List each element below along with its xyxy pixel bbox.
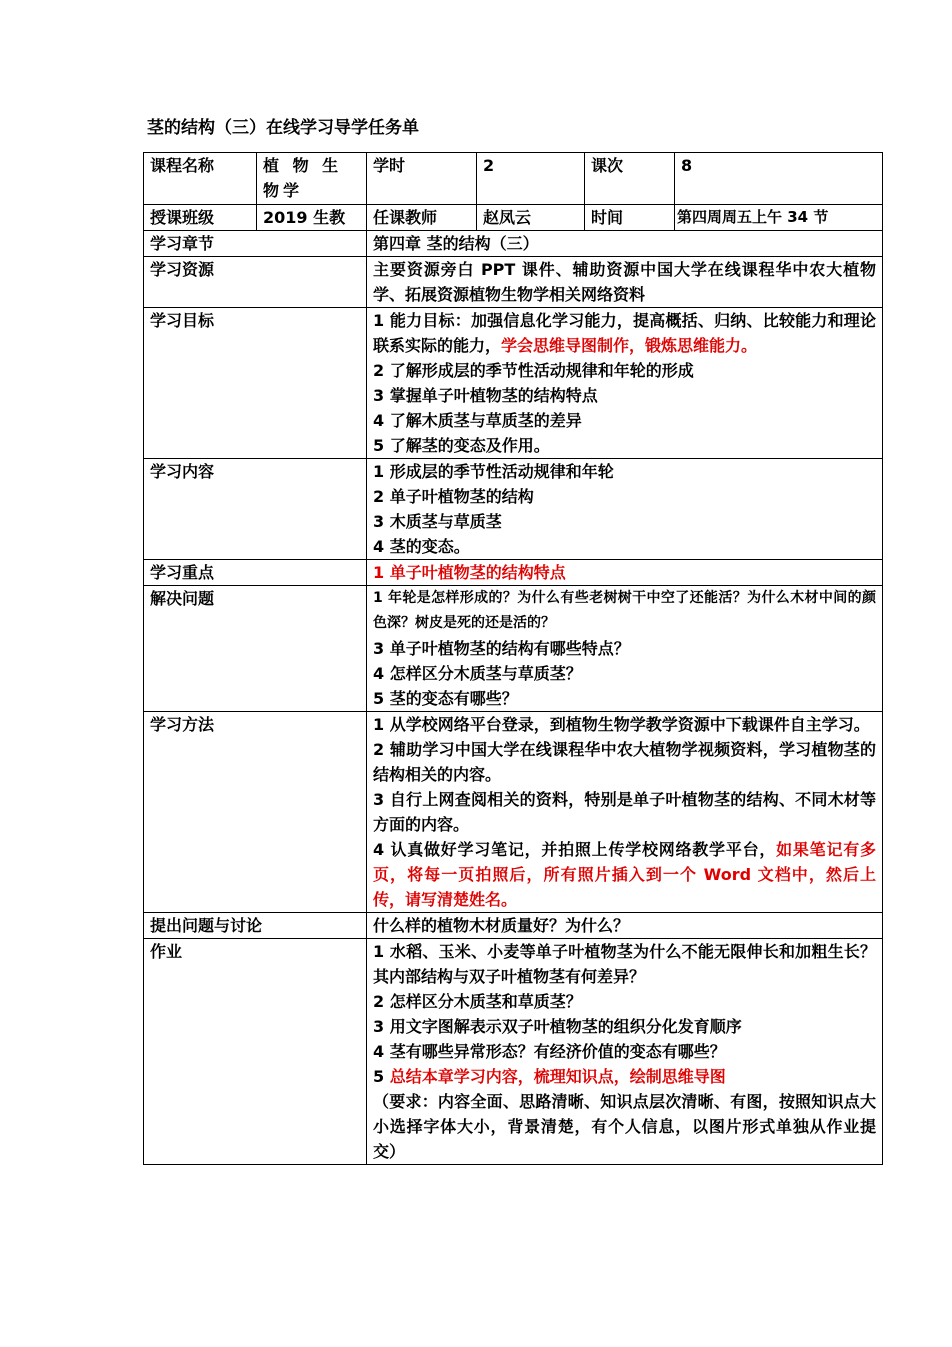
- problems-value: [367, 586, 883, 712]
- key-point-value: 1 单子叶植物茎的结构特点: [367, 560, 883, 586]
- chapter-row: [144, 231, 883, 257]
- content-item-2: 2 单子叶植物茎的结构: [373, 487, 534, 506]
- class-value: 2019 生教: [257, 205, 367, 231]
- resources-label: 学习资源: [144, 257, 367, 308]
- homework-label: 作业: [144, 939, 367, 1165]
- document-title: 茎的结构（三）在线学习导学任务单: [147, 118, 419, 138]
- content-item-4: 4 茎的变态。: [373, 537, 470, 556]
- teacher-value: 赵凤云: [477, 205, 585, 231]
- task-table: [143, 152, 883, 1165]
- method-item-1: 1 从学校网络平台登录，到植物生物学教学资源中下载课件自主学习。: [373, 715, 870, 734]
- header-row-1: [144, 153, 883, 205]
- homework-item-5-note: （要求：内容全面、思路清晰、知识点层次清晰、有图，按照知识点大小选择字体大小，背景清楚，有个人信息，以图片形式单独从作业提交）: [373, 1092, 876, 1161]
- hours-value: 2: [477, 153, 585, 205]
- time-label: 时间: [585, 205, 675, 231]
- resources-value: 主要资源旁白 PPT 课件、辅助资源中国大学在线课程华中农大植物学、拓展资源植物生物学相关网络资料: [367, 257, 883, 308]
- methods-value: [367, 712, 883, 913]
- methods-row: [144, 712, 883, 913]
- teacher-label: 任课教师: [367, 205, 477, 231]
- homework-item-2: 2 怎样区分木质茎和草质茎？: [373, 992, 582, 1011]
- objectives-label: 学习目标: [144, 308, 367, 459]
- homework-item-5: [373, 1064, 876, 1089]
- homework-row: [144, 939, 883, 1165]
- method-item-2: 2 辅助学习中国大学在线课程华中农大植物学视频资料，学习植物茎的结构相关的内容。: [373, 740, 876, 784]
- method-item-4: [373, 837, 876, 912]
- session-label: 课次: [585, 153, 675, 205]
- chapter-label: 学习章节: [144, 231, 367, 257]
- methods-label: 学习方法: [144, 712, 367, 913]
- content-value: [367, 459, 883, 560]
- course-name-value: 植 物 生 物学: [257, 153, 367, 205]
- content-item-3: 3 木质茎与草质茎: [373, 512, 502, 531]
- problem-item-4: 5 茎的变态有哪些？: [373, 689, 518, 708]
- time-value: 第四周周五上午 34 节: [675, 205, 883, 231]
- method-item-4-highlight: 如果笔记有多页，将每一页拍照后，所有照片插入到一个 Word 文档中，然后上传，请写清楚姓名。: [373, 840, 876, 909]
- discussion-value: 什么样的植物木材质量好？为什么？: [367, 913, 883, 939]
- class-label: 授课班级: [144, 205, 257, 231]
- homework-item-5-highlight: 总结本章学习内容，梳理知识点，绘制思维导图: [389, 1067, 726, 1086]
- method-item-3: 3 自行上网查阅相关的资料，特别是单子叶植物茎的结构、不同木材等方面的内容。: [373, 790, 876, 834]
- problem-item-1: 1 年轮是怎样形成的？为什么有些老树树干中空了还能活？为什么木材中间的颜色深？树皮是死的还是活的？: [373, 590, 876, 631]
- problems-row: [144, 586, 883, 712]
- method-item-4-text: 4 认真做好学习笔记，并拍照上传学校网络教学平台，: [373, 840, 777, 859]
- resources-row: [144, 257, 883, 308]
- objective-item-1-highlight: 学会思维导图制作，锻炼思维能力。: [501, 336, 758, 355]
- content-label: 学习内容: [144, 459, 367, 560]
- homework-item-1: 1 水稻、玉米、小麦等单子叶植物茎为什么不能无限伸长和加粗生长？其内部结构与双子叶植物茎有何差异？: [373, 942, 876, 986]
- chapter-value: 第四章 茎的结构（三）: [367, 231, 883, 257]
- homework-item-4: 4 茎有哪些异常形态？有经济价值的变态有哪些？: [373, 1042, 726, 1061]
- objectives-row: [144, 308, 883, 459]
- objectives-value: [367, 308, 883, 459]
- key-point-row: [144, 560, 883, 586]
- homework-item-3: 3 用文字图解表示双子叶植物茎的组织分化发育顺序: [373, 1017, 742, 1036]
- objective-item-1: [373, 308, 876, 358]
- content-row: [144, 459, 883, 560]
- problem-item-3: 4 怎样区分木质茎与草质茎？: [373, 664, 582, 683]
- objective-item-4: 4 了解木质茎与草质茎的差异: [373, 411, 582, 430]
- discussion-label: 提出问题与讨论: [144, 913, 367, 939]
- content-item-1: 1 形成层的季节性活动规律和年轮: [373, 462, 614, 481]
- homework-value: [367, 939, 883, 1165]
- objective-item-5: 5 了解茎的变态及作用。: [373, 436, 550, 455]
- objective-item-2: 2 了解形成层的季节性活动规律和年轮的形成: [373, 361, 694, 380]
- course-name-label: 课程名称: [144, 153, 257, 205]
- problems-label: 解决问题: [144, 586, 367, 712]
- session-value: 8: [675, 153, 883, 205]
- objective-item-3: 3 掌握单子叶植物茎的结构特点: [373, 386, 598, 405]
- problem-item-2: 3 单子叶植物茎的结构有哪些特点？: [373, 639, 630, 658]
- header-row-2: [144, 205, 883, 231]
- objective-item-1-text: 1 能力目标：加强信息化学习能力，提高概括、归纳、比较能力和理论联系实际的能力，: [373, 311, 876, 355]
- homework-item-5-prefix: 5: [373, 1067, 390, 1086]
- discussion-row: [144, 913, 883, 939]
- hours-label: 学时: [367, 153, 477, 205]
- key-point-label: 学习重点: [144, 560, 367, 586]
